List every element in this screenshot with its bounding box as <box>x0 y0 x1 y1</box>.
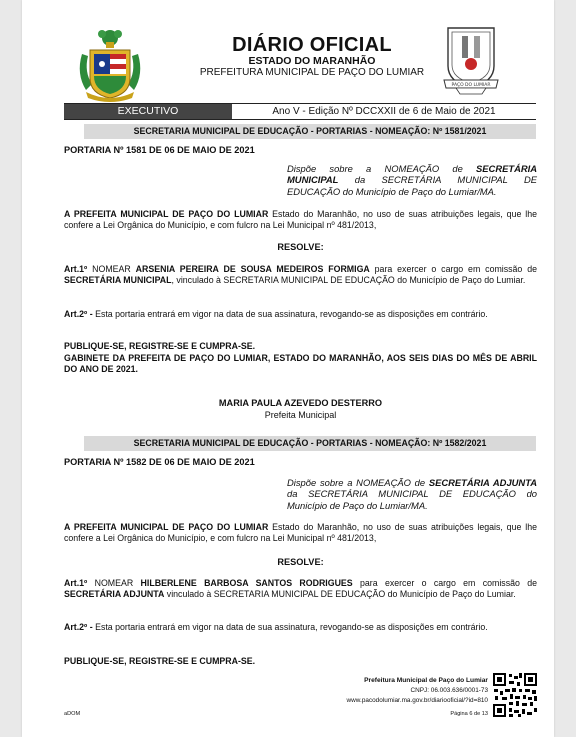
doc2-portaria-title: PORTARIA Nº 1582 DE 06 DE MAIO DE 2021 <box>64 457 255 467</box>
doc2-heading: SECRETARIA MUNICIPAL DE EDUCAÇÃO - PORTARIAS - NOMEAÇÃO: Nº 1582/2021 <box>84 436 536 451</box>
footer-url[interactable]: www.pacodolumiar.ma.gov.br/diariooficial/?id=810 <box>346 697 488 704</box>
doc1-preamble: A PREFEITA MUNICIPAL DE PAÇO DO LUMIAR Estado do Maranhão, no uso de suas atribuições legais, que lhe confere a Lei Orgânica do Município, e com fulcro na Lei Municipal nº 481/2013, <box>64 209 537 231</box>
footer-cnpj: CNPJ: 06.003.636/0001-73 <box>410 687 488 694</box>
doc1-signer-role: Prefeita Municipal <box>264 410 337 420</box>
doc2-art2: Art.2º - Esta portaria entrará em vigor na data de sua assinatura, revogando-se as disposições em contrário. <box>64 622 488 632</box>
doc2-resolve: RESOLVE: <box>277 557 324 567</box>
footer-page-number: Página 6 de 13 <box>450 711 488 717</box>
doc1-publique: PUBLIQUE-SE, REGISTRE-SE E CUMPRA-SE. <box>64 341 256 351</box>
doc1-resolve: RESOLVE: <box>277 242 324 252</box>
section-label: EXECUTIVO <box>64 104 232 119</box>
svg-text:PAÇO DO LUMIAR: PAÇO DO LUMIAR <box>451 83 491 88</box>
doc1-heading: SECRETARIA MUNICIPAL DE EDUCAÇÃO - PORTARIAS - NOMEAÇÃO: Nº 1581/2021 <box>84 124 536 139</box>
document-page <box>22 0 554 737</box>
edition-bar <box>64 103 536 120</box>
qr-code-icon <box>492 672 538 718</box>
footer-prefeitura: Prefeitura Municipal de Paço do Lumiar <box>364 677 488 684</box>
doc1-gabinete: GABINETE DA PREFEITA DE PAÇO DO LUMIAR, ESTADO DO MARANHÃO, AOS SEIS DIAS DO MÊS DE ABRIL DO ANO DE 2021. <box>64 353 537 375</box>
doc2-publique: PUBLIQUE-SE, REGISTRE-SE E CUMPRA-SE. <box>64 656 256 666</box>
doc1-ementa: Dispõe sobre a NOMEAÇÃO de SECRETÁRIA MUNICIPAL da SECRETÁRIA MUNICIPAL DE EDUCAÇÃO do Município de Paço do Lumiar/MA. <box>287 163 537 197</box>
state-name: ESTADO DO MARANHÃO <box>248 55 376 67</box>
maranhao-coat-of-arms-icon <box>72 24 148 102</box>
doc2-art1: Art.1º NOMEAR HILBERLENE BARBOSA SANTOS RODRIGUES para exercer o cargo em comissão de SECRETÁRIA ADJUNTA vinculado à SECRETARIA MUNICIPAL DE EDUCAÇÃO do Município de Paço do Lumiar. <box>64 578 537 600</box>
footer-left-code: aDOM <box>64 711 81 717</box>
prefeitura-name: PREFEITURA MUNICIPAL DE PAÇO DO LUMIAR <box>199 67 425 78</box>
doc2-preamble: A PREFEITA MUNICIPAL DE PAÇO DO LUMIAR Estado do Maranhão, no uso de suas atribuições legais, que lhe confere a Lei Orgânica do Município, e com fulcro na Lei Municipal nº 481/2013, <box>64 522 537 544</box>
paco-do-lumiar-crest-icon <box>442 22 500 96</box>
doc1-art1: Art.1º NOMEAR ARSENIA PEREIRA DE SOUSA MEDEIROS FORMIGA para exercer o cargo em comissão de SECRETÁRIA MUNICIPAL, vinculado à SECRETARIA MUNICIPAL DE EDUCAÇÃO do Município de Paço do Lumiar. <box>64 264 537 286</box>
doc1-portaria-title: PORTARIA Nº 1581 DE 06 DE MAIO DE 2021 <box>64 145 255 155</box>
doc2-ementa: Dispõe sobre a NOMEAÇÃO de SECRETÁRIA ADJUNTA da SECRETÁRIA MUNICIPAL DE EDUCAÇÃO do Município de Paço do Lumiar/MA. <box>287 477 537 511</box>
page-title: DIÁRIO OFICIAL <box>232 34 392 56</box>
doc1-signer: MARIA PAULA AZEVEDO DESTERRO <box>218 398 383 408</box>
edition-label: Ano V - Edição Nº DCCXXII de 6 de Maio de 2021 <box>272 106 496 117</box>
doc1-art2: Art.2º - Esta portaria entrará em vigor na data de sua assinatura, revogando-se as disposições em contrário. <box>64 309 488 319</box>
